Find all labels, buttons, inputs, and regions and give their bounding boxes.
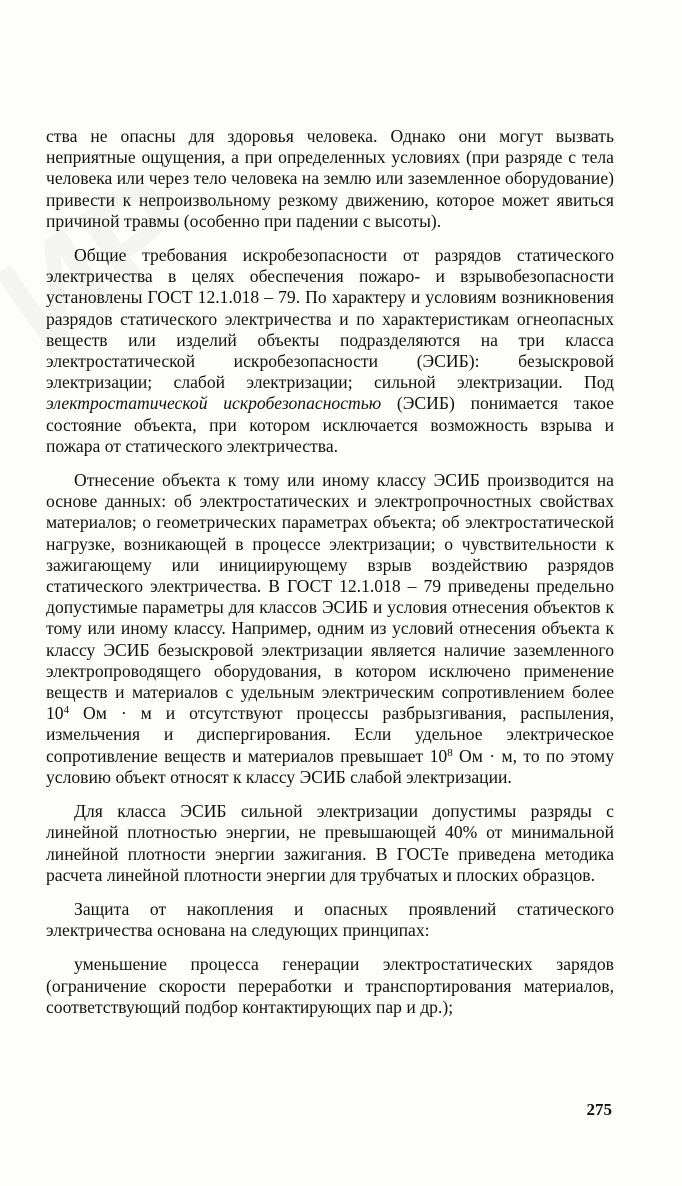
paragraph-text: (ЭСИБ) понимается такое состояние объекта, при котором исключается возможность взрыва и пожара от статического электричества. (46, 393, 614, 456)
paragraph-text: Ом · м и отсутствуют процессы разбрызгивания, распыления, измельчения и диспергирования. Если удельное электрическое сопротивление веществ и материалов превышает 10 (46, 703, 614, 766)
text-column (46, 126, 614, 1018)
paragraph-text: Общие требования искробезопасности от разрядов статического электричества в целях обеспечения пожаро- и взрывобезопасности установлены ГОСТ 12.1.018 – 79. По характеру и условиям возникновения разрядов статического электричества и по характеристикам огнеопасных веществ или изделий объекты подразделяются на три класса электростатической искробезопасности (ЭСИБ): безыскровой электризации; слабой электризации; сильной электризации. Под (46, 245, 614, 393)
paragraph-text: Отнесение объекта к тому или иному классу ЭСИБ производится на основе данных: об электростатических и электропрочностных свойствах материалов; о геометрических параметрах объекта; об электростатической нагрузке, возникающей в процессе электризации; о чувствительности к зажигающему или инициирующему взрыв воздействию разрядов статического электричества. В ГОСТ 12.1.018 – 79 приведены предельно допустимые параметры для классов ЭСИБ и условия отнесения объектов к тому или иному классу. Например, одним из условий отнесения объекта к классу ЭСИБ безыскровой электризации является наличие заземленного электропроводящего оборудования, в котором исключено применение веществ и материалов с удельным электрическим сопротивлением более 10 (46, 470, 614, 724)
paragraph-general-requirements (46, 245, 614, 457)
list-item: уменьшение процесса генерации электростатических зарядов (ограничение скорости переработки и транспортирования материалов, соответствующий подбор контактирующих пар и др.); (46, 954, 614, 1017)
paragraph-strong-electrization: Для класса ЭСИБ сильной электризации допустимы разряды с линейной плотностью энергии, не превышающей 40% от минимальной линейной плотности энергии зажигания. В ГОСТе приведена методика расчета линейной плотности энергии для трубчатых и плоских образцов. (46, 801, 614, 885)
page-number: 275 (586, 1100, 612, 1119)
paragraph-text: Ом · м, то по этому условию объект относят к классу ЭСИБ слабой электризации. (46, 745, 614, 787)
exponent: 4 (63, 704, 70, 717)
italic-term: электростатической искробезопасностью (46, 393, 382, 414)
paragraph-continuation: ства не опасны для здоровья человека. Однако они могут вызвать неприятные ощущения, а при определенных условиях (при разряде с тела человека или через тело человека на землю или заземленное оборудование) привести к непроизвольному резкому движению, которое может явиться причиной травмы (особенно при падении с высоты). (46, 126, 614, 231)
paragraph-classification (46, 470, 614, 788)
exponent: 8 (447, 746, 453, 759)
paragraph-protection-principles: Защита от накопления и опасных проявлений статического электричества основана на следующих принципах: (46, 898, 614, 941)
